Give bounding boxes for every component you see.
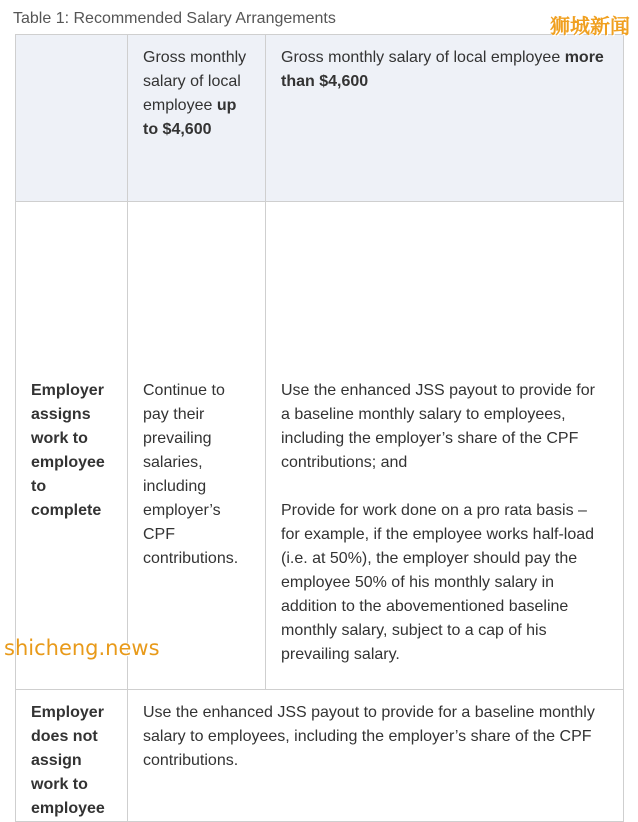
- header-col2-text: Gross monthly salary of local employee: [143, 49, 247, 114]
- cell-row2-merged: Use the enhanced JSS payout to provide for a baseline monthly salary to employees, including the employer’s share of the CPF contributions.: [128, 690, 624, 822]
- watermark-logo-top: 狮城新闻: [550, 14, 630, 38]
- table-row-assigns-work: [16, 202, 624, 690]
- salary-arrangements-table: [15, 34, 624, 822]
- row-label-assigns-work: Employer assigns work to employee to complete: [16, 202, 128, 690]
- header-col3-text: Gross monthly salary of local employee: [281, 49, 561, 66]
- cell-row1-more-than-4600: [266, 202, 624, 690]
- cell-row1-up-to-4600: Continue to pay their prevailing salaries, including employer’s CPF contributions.: [128, 202, 266, 690]
- header-empty-cell: [16, 35, 128, 202]
- table-header-row: [16, 35, 624, 202]
- cell-row1-para1: Use the enhanced JSS payout to provide for a baseline monthly salary to employees, including the employer’s share of the CPF contributions; and: [281, 382, 595, 471]
- table-caption: Table 1: Recommended Salary Arrangements: [13, 10, 336, 27]
- header-col2-bold: up to $4,600: [143, 97, 237, 138]
- row-label-no-work: Employer does not assign work to employee: [16, 690, 128, 822]
- header-up-to-4600: [128, 35, 266, 202]
- header-more-than-4600: [266, 35, 624, 202]
- table-row-no-work: [16, 690, 624, 822]
- watermark-logo-bottom: shicheng.news: [4, 636, 160, 660]
- cell-row1-para2: Provide for work done on a pro rata basis – for example, if the employee works half-load (i.e. at 50%), the employer should pay the employee 50% of his monthly salary in addition to the abovementioned baseline monthly salary, subject to a cap of his prevailing salary.: [281, 502, 595, 663]
- header-col3-bold: more than $4,600: [281, 49, 604, 90]
